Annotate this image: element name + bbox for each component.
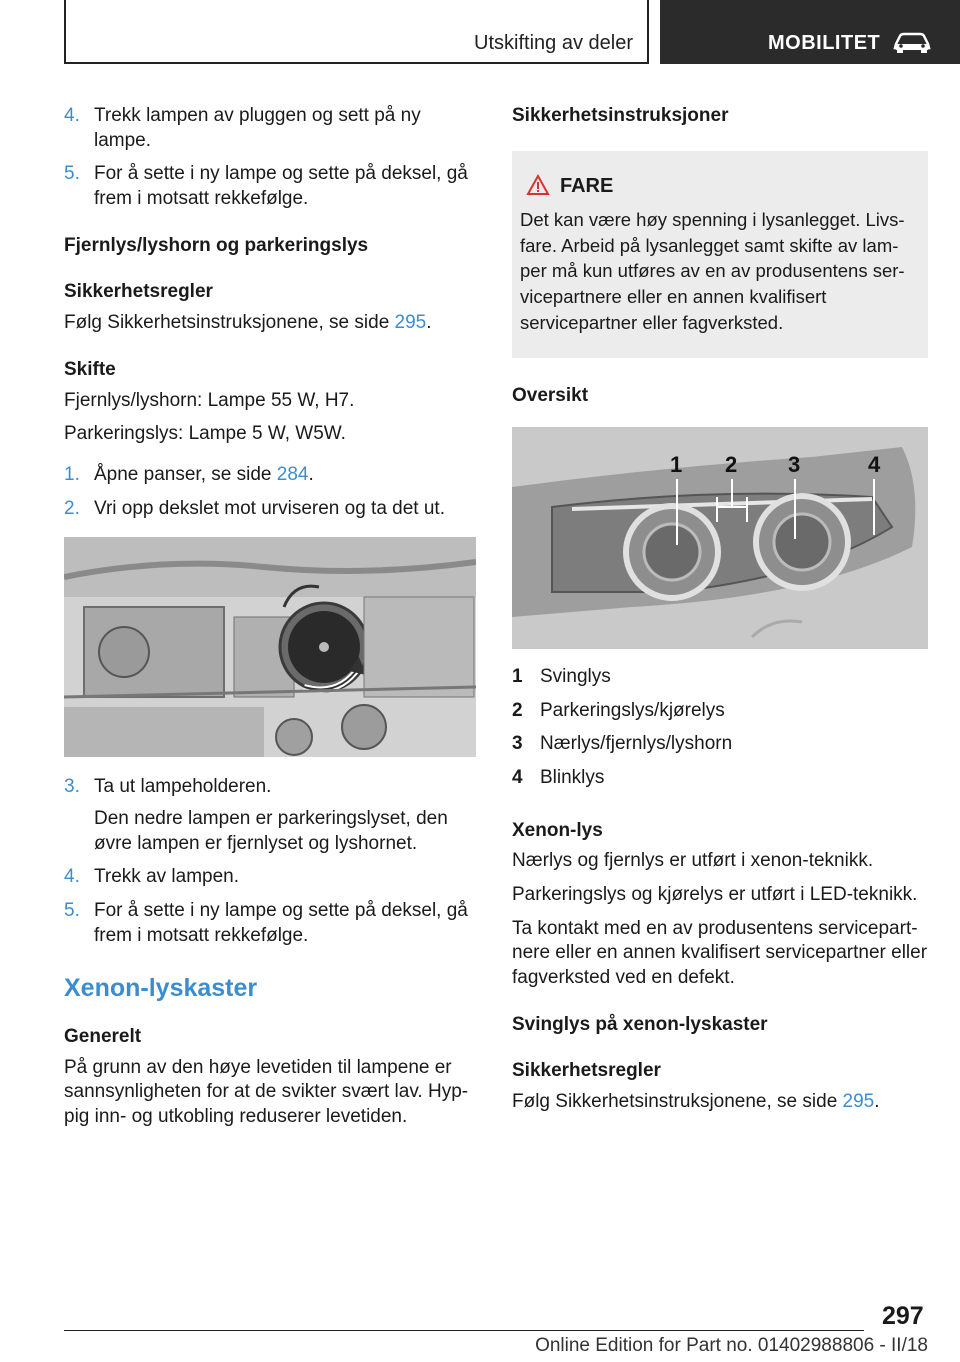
- step-text: For å sette i ny lampe og sette på deksel, gå frem i motsatt rekkefølge.: [94, 163, 468, 210]
- xenon-text-1: Nærlys og fjernlys er utført i xenon-teknikk.: [512, 850, 874, 872]
- header-chapter-box: [660, 0, 960, 64]
- step-text: For å sette i ny lampe og sette på deksel, gå frem i motsatt rekkefølge.: [94, 900, 468, 946]
- step-4b: [64, 865, 476, 890]
- heading-general: Generelt: [64, 1025, 142, 1047]
- step-4a: [64, 104, 476, 153]
- step-number: 1.: [64, 463, 80, 485]
- legend-item: 4 Blinklys: [512, 766, 605, 788]
- step-text: Åpne panser, se side: [94, 463, 277, 485]
- legend-item: 2 Parkeringslys/kjørelys: [512, 699, 725, 721]
- step-number: 5.: [64, 900, 80, 921]
- page-link-284[interactable]: 284: [276, 463, 309, 485]
- step-number: 5.: [64, 163, 80, 185]
- xenon-text-2: Parkeringslys og kjørelys er utført i LED-teknikk.: [512, 883, 918, 905]
- warning-text: Det kan være høy spenning i lysanlegget. Livs- fare. Arbeid på lysanlegget samt skifte av lam- per må kun utføres av en av produsentens ser- vicepartnere eller en annen kvalifisert servicepartner eller fagverksted.: [520, 208, 905, 334]
- safety-reference: Følg Sikkerhetsinstruksjonene, se side 295.: [64, 312, 432, 334]
- page-number: 297: [882, 1302, 924, 1330]
- step-number: 4.: [64, 105, 80, 126]
- spec-highbeam: Fjernlys/lyshorn: Lampe 55 W, H7.: [64, 389, 355, 411]
- footer-divider: [64, 1330, 864, 1331]
- step-2: [64, 497, 476, 522]
- callout-3: 3: [788, 451, 801, 477]
- heading-highbeam-parking: Fjernlys/lyshorn og parkeringslys: [64, 234, 369, 256]
- heading-overview: Oversikt: [512, 385, 589, 407]
- heading-safety-instructions: Sikkerhetsinstruksjoner: [512, 105, 729, 126]
- heading-xenon-light: Xenon-lys: [512, 819, 603, 841]
- legend-item: 1 Svinglys: [512, 665, 611, 687]
- danger-warning-box: [512, 151, 928, 358]
- warning-title: FARE: [560, 173, 920, 199]
- step-5a: [64, 162, 476, 211]
- callout-2: 2: [725, 451, 738, 477]
- chapter-title: MOBILITET: [768, 32, 881, 54]
- callout-1: 1: [670, 451, 683, 477]
- step-number: 2.: [64, 497, 80, 519]
- engine-bay-photo: [64, 537, 476, 757]
- spec-parking: Parkeringslys: Lampe 5 W, W5W.: [64, 423, 346, 445]
- heading-cornering-light: Svinglys på xenon-lyskaster: [512, 1013, 768, 1035]
- callout-4: 4: [868, 451, 881, 477]
- step-number: 4.: [64, 866, 80, 888]
- step-1: 1. Åpne panser, se side 284.: [64, 463, 476, 488]
- step-text: Ta ut lampeholderen.: [94, 776, 272, 798]
- step-text: Trekk av lampen.: [94, 866, 240, 888]
- legend-item: 3 Nærlys/fjernlys/lyshorn: [512, 733, 733, 755]
- warning-triangle-icon: [526, 174, 550, 196]
- page-link-295[interactable]: 295: [394, 312, 427, 334]
- heading-xenon-headlights: Xenon-lyskaster: [64, 974, 258, 1003]
- header-section-box: [64, 0, 649, 64]
- step-text: Trekk lampen av pluggen og sett på ny lampe.: [94, 105, 421, 151]
- heading-change: Skifte: [64, 358, 116, 380]
- step-number: 3.: [64, 776, 80, 798]
- edition-footer: Online Edition for Part no. 01402988806 - II/18: [535, 1335, 928, 1356]
- safety-reference-2: Følg Sikkerhetsinstruksjonene, se side 295.: [512, 1091, 880, 1113]
- headlight-diagram: [512, 427, 928, 649]
- left-column: [64, 104, 476, 1139]
- xenon-text-3: Ta kontakt med en av produsentens servicepart- nere eller en annen kvalifisert servicepartner eller fagverksted ved en defekt.: [512, 917, 928, 989]
- general-text: På grunn av den høye levetiden til lampene er sannsynligheten for at de svikter svært lav. Hyp- pig inn- og utkobling reduserer levetiden.: [64, 1056, 469, 1127]
- step-3: [64, 775, 476, 856]
- step-note: Den nedre lampen er parkeringslyset, den øvre lampen er fjernlyset og lyshornet.: [94, 807, 448, 854]
- car-icon: [892, 30, 932, 54]
- heading-safety-rules: Sikkerhetsregler: [64, 281, 213, 303]
- page-link-295[interactable]: 295: [842, 1091, 875, 1113]
- heading-safety-rules-2: Sikkerhetsregler: [512, 1060, 661, 1082]
- right-column: [512, 104, 928, 1124]
- step-text: Vri opp dekslet mot urviseren og ta det ut.: [94, 497, 445, 519]
- step-5b: [64, 899, 476, 948]
- section-title: Utskifting av deler: [474, 32, 633, 54]
